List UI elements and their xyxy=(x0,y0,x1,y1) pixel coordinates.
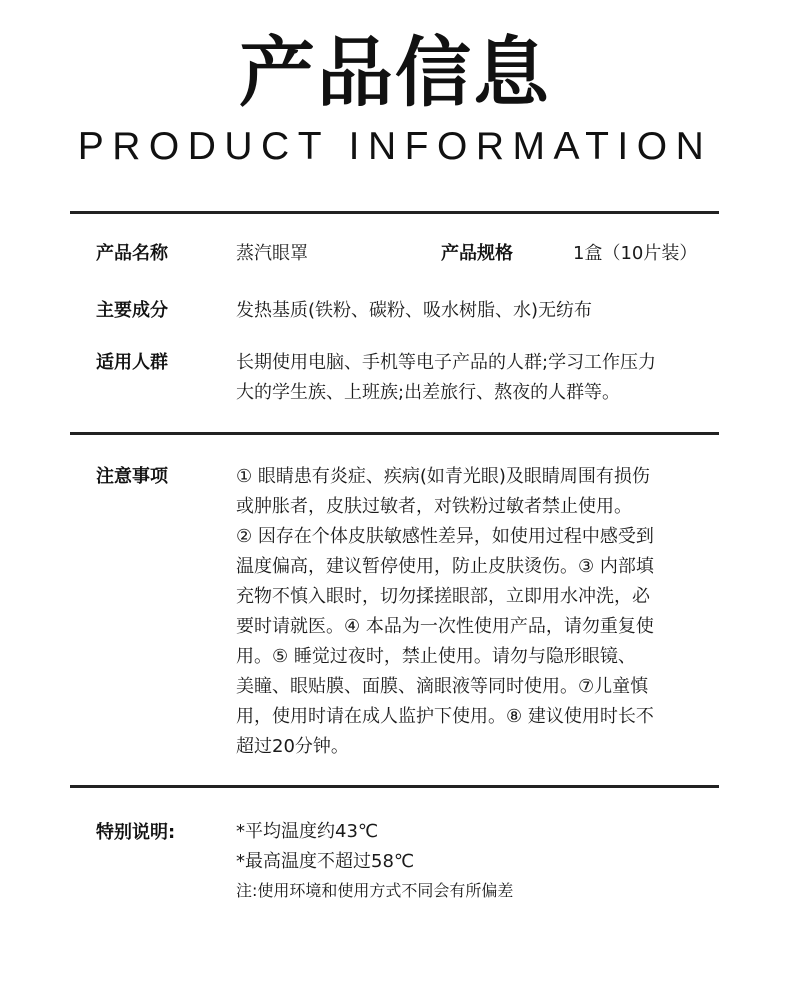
cautions-line: ① 眼睛患有炎症、疾病(如青光眼)及眼睛周围有损伤 xyxy=(236,466,650,487)
special-note: 注:使用环境和使用方式不同会有所偏差 xyxy=(236,881,514,900)
product-spec-label: 产品规格 xyxy=(441,243,513,264)
special-avg-temp: *平均温度约43℃ xyxy=(236,821,379,842)
page-title: 产品信息 xyxy=(239,28,551,117)
cautions-line: 要时请就医。④ 本品为一次性使用产品，请勿重复使 xyxy=(236,616,654,637)
divider-top xyxy=(70,211,719,214)
product-spec-value: 1盒（10片装） xyxy=(573,243,698,264)
audience-line: 大的学生族、上班族;出差旅行、熬夜的人群等。 xyxy=(236,382,621,403)
product-name-value: 蒸汽眼罩 xyxy=(236,243,308,264)
ingredients-label: 主要成分 xyxy=(96,300,168,321)
divider-bottom xyxy=(70,785,719,788)
cautions-line: 用。⑤ 睡觉过夜时，禁止使用。请勿与隐形眼镜、 xyxy=(236,646,636,667)
cautions-text xyxy=(236,462,714,762)
product-name-label: 产品名称 xyxy=(96,243,168,264)
audience-value xyxy=(236,348,714,408)
cautions-line: ② 因存在个体皮肤敏感性差异，如使用过程中感受到 xyxy=(236,526,654,547)
audience-line: 长期使用电脑、手机等电子产品的人群;学习工作压力 xyxy=(236,352,657,373)
page-subtitle: PRODUCT INFORMATION xyxy=(77,125,713,168)
cautions-line: 美瞳、眼贴膜、面膜、滴眼液等同时使用。⑦儿童慎 xyxy=(236,676,649,697)
cautions-line: 或肿胀者，皮肤过敏者，对铁粉过敏者禁止使用。 xyxy=(236,496,632,517)
cautions-line: 充物不慎入眼时，切勿揉搓眼部，立即用水冲洗，必 xyxy=(236,586,650,607)
ingredients-value: 发热基质(铁粉、碳粉、吸水树脂、水)无纺布 xyxy=(236,300,593,321)
special-max-temp: *最高温度不超过58℃ xyxy=(236,851,415,872)
cautions-line: 用，使用时请在成人监护下使用。⑧ 建议使用时长不 xyxy=(236,706,654,727)
special-label: 特别说明: xyxy=(96,822,176,843)
cautions-line: 温度偏高，建议暂停使用，防止皮肤烫伤。③ 内部填 xyxy=(236,556,654,577)
cautions-label: 注意事项 xyxy=(96,466,168,487)
cautions-line: 超过20分钟。 xyxy=(236,736,349,757)
divider-middle xyxy=(70,432,719,435)
audience-label: 适用人群 xyxy=(96,352,168,373)
